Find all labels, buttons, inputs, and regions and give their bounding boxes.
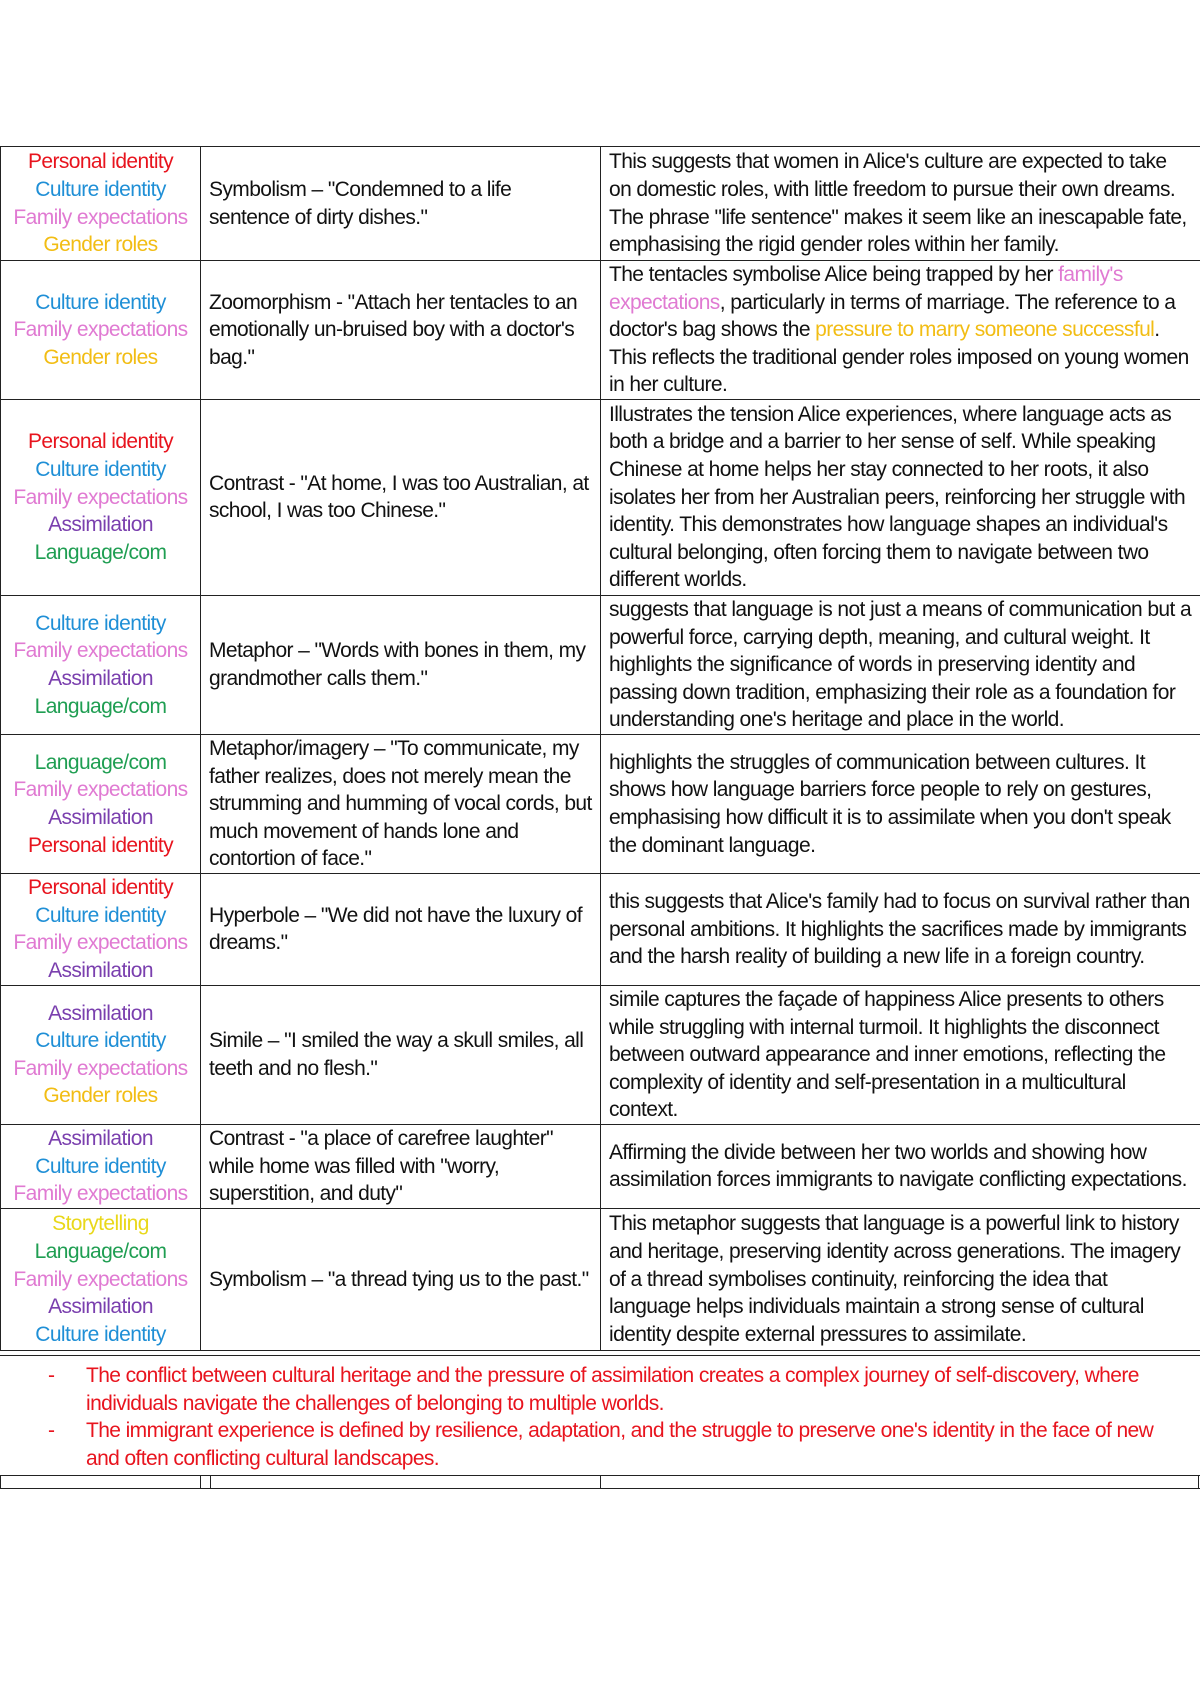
- technique-quote: Hyperbole – "We did not have the luxury of dreams.": [209, 903, 582, 955]
- table-row: [1, 1124, 1200, 1208]
- table-row: [1, 734, 1200, 873]
- tail-divider: [200, 1476, 201, 1488]
- table-row: [1, 985, 1200, 1124]
- analysis-cell: [601, 734, 1200, 873]
- theme-label: Language/com: [34, 540, 167, 564]
- technique-quote: Metaphor – "Words with bones in them, my grandmother calls them.": [209, 639, 586, 690]
- theme-label: Culture identity: [35, 1322, 166, 1346]
- theme-label: Culture identity: [35, 458, 166, 482]
- analysis-cell: [601, 399, 1200, 595]
- tail-divider: [0, 1476, 1, 1488]
- theme-label: Family expectations: [13, 318, 188, 342]
- themes-cell: [1, 873, 201, 985]
- theme-label: Personal identity: [27, 876, 174, 900]
- theme-label: Culture identity: [35, 177, 166, 201]
- summary-text: The immigrant experience is defined by resilience, adaptation, and the struggle to preserve one's identity in the face of new and often conflicting cultural landscapes.: [86, 1419, 1154, 1470]
- theme-label: Assimilation: [48, 666, 153, 690]
- analysis-text: This metaphor suggests that language is a powerful link to history and heritage, preserving identity across generations. The imagery of a thread symbolises continuity, reinforcing the idea that language helps individuals maintain a strong sense of cultural identity despite external pressures to assimilate.: [609, 1212, 1181, 1346]
- themes-cell: [1, 399, 201, 595]
- technique-quote-cell: [201, 261, 601, 400]
- theme-label: Assimilation: [48, 513, 153, 537]
- theme-label: Family expectations: [13, 1182, 188, 1206]
- theme-label: Assimilation: [48, 805, 153, 829]
- technique-quote-cell: [201, 734, 601, 873]
- analysis-cell: [601, 985, 1200, 1124]
- technique-quote: Contrast - "a place of carefree laughter" while home was filled with "worry, superstition, and duty": [209, 1126, 553, 1206]
- theme-label: Personal identity: [27, 430, 174, 454]
- theme-label: Personal identity: [27, 833, 174, 857]
- highlighted-phrase: family's expectations: [609, 263, 1123, 314]
- analysis-text: simile captures the façade of happiness Alice presents to others while struggling with internal turmoil. It highlights the disconnect between outward appearance and inner emotions, reflecting the complexity of identity and self-presentation in a multicultural context.: [609, 987, 1166, 1122]
- technique-quote-cell: [201, 147, 601, 261]
- theme-label: Culture identity: [35, 1029, 166, 1053]
- analysis-text: This suggests that women in Alice's culture are expected to take on domestic roles, with little freedom to pursue their own dreams. The phrase "life sentence" makes it seem like an inescapable fate, emphasising the rigid gender roles within her family.: [609, 150, 1187, 257]
- theme-label: Family expectations: [13, 1267, 188, 1291]
- theme-label: Assimilation: [48, 1126, 153, 1150]
- theme-label: Assimilation: [48, 959, 153, 982]
- theme-label: Gender roles: [43, 345, 158, 369]
- analysis-cell: [601, 147, 1200, 261]
- theme-label: Gender roles: [43, 1084, 158, 1108]
- theme-label: Culture identity: [35, 290, 166, 314]
- analysis-text: suggests that language is not just a means of communication but a powerful force, carrying depth, meaning, and cultural weight. It highlights the significance of words in preserving identity and passing down tradition, emphasizing their role as a foundation for understanding one's heritage and place in the world.: [609, 597, 1192, 732]
- dash-bullet: -: [48, 1364, 55, 1387]
- theme-label: Storytelling: [52, 1212, 149, 1236]
- analysis-text: . This reflects the traditional gender roles imposed on young women in her culture.: [609, 318, 1189, 397]
- theme-label: Family expectations: [13, 778, 188, 802]
- analysis-text: , particularly in terms of marriage. The reference to a doctor's bag shows the: [609, 290, 1176, 342]
- technique-quote-cell: [201, 1124, 601, 1208]
- technique-quote-cell: [201, 985, 601, 1124]
- theme-label: Family expectations: [13, 1056, 188, 1080]
- analysis-table: [0, 146, 1200, 1351]
- theme-label: Family expectations: [13, 931, 188, 955]
- summary-section: [0, 1350, 1200, 1476]
- themes-cell: [1, 147, 201, 261]
- technique-quote-cell: [201, 1208, 601, 1350]
- tail-divider: [600, 1476, 601, 1488]
- table-row: [1, 399, 1200, 595]
- theme-label: Assimilation: [48, 1295, 153, 1319]
- summary-list: [0, 1356, 1200, 1472]
- themes-cell: [1, 985, 201, 1124]
- analysis-text: this suggests that Alice's family had to focus on survival rather than personal ambitions. It highlights the sacrifices made by immigrants and the harsh reality of building a new life in a foreign country.: [609, 890, 1190, 969]
- themes-cell: [1, 1208, 201, 1350]
- tail-divider: [210, 1476, 211, 1488]
- themes-cell: [1, 1124, 201, 1208]
- theme-label: Family expectations: [13, 639, 188, 663]
- analysis-cell: [601, 1124, 1200, 1208]
- table-row: [1, 873, 1200, 985]
- technique-quote: Symbolism – "Condemned to a life sentence of dirty dishes.": [209, 177, 512, 229]
- highlighted-phrase: pressure to marry someone successful: [815, 318, 1155, 342]
- theme-label: Culture identity: [35, 1154, 166, 1178]
- summary-point: [44, 1417, 1160, 1472]
- table-body: [1, 147, 1200, 1351]
- theme-label: Gender roles: [43, 233, 158, 257]
- theme-label: Language/com: [34, 694, 167, 718]
- themes-cell: [1, 595, 201, 734]
- technique-quote: Contrast - "At home, I was too Australian, at school, I was too Chinese.": [209, 471, 589, 523]
- tail-divider: [1198, 1476, 1199, 1488]
- technique-quote: Simile – "I smiled the way a skull smiles, all teeth and no flesh.": [209, 1029, 584, 1080]
- summary-box: [0, 1355, 1200, 1475]
- theme-label: Assimilation: [48, 1001, 153, 1025]
- analysis-cell: [601, 873, 1200, 985]
- analysis-text: Affirming the divide between her two worlds and showing how assimilation forces immigrants to navigate conflicting expectations.: [609, 1140, 1187, 1192]
- table-row: [1, 147, 1200, 261]
- technique-quote-cell: [201, 399, 601, 595]
- theme-label: Family expectations: [13, 485, 188, 509]
- technique-quote: Symbolism – "a thread tying us to the past.": [209, 1267, 589, 1291]
- analysis-text: Illustrates the tension Alice experiences, where language acts as both a bridge and a barrier to her sense of self. While speaking Chinese at home helps her stay connected to her roots, it also isolates her from her Australian peers, reinforcing her struggle with identity. This demonstrates how language shapes an individual's cultural belonging, often forcing them to navigate between two different worlds.: [609, 402, 1186, 592]
- theme-label: Culture identity: [35, 611, 166, 635]
- theme-label: Language/com: [34, 1239, 167, 1263]
- table-row: [1, 261, 1200, 400]
- themes-cell: [1, 734, 201, 873]
- table-tail-row: [0, 1476, 1200, 1489]
- technique-quote-cell: [201, 873, 601, 985]
- analysis-text: highlights the struggles of communication between cultures. It shows how language barriers force people to rely on gestures, emphasising how difficult it is to assimilate when you don't speak the dominant language.: [609, 750, 1171, 857]
- dash-bullet: -: [48, 1419, 55, 1443]
- analysis-cell: [601, 261, 1200, 400]
- table-row: [1, 1208, 1200, 1350]
- technique-quote: Zoomorphism - "Attach her tentacles to an emotionally un-bruised boy with a doctor's bag.": [209, 290, 578, 369]
- analysis-cell: [601, 1208, 1200, 1350]
- summary-text: The conflict between cultural heritage and the pressure of assimilation creates a complex journey of self-discovery, where individuals navigate the challenges of belonging to multiple worlds.: [86, 1364, 1139, 1415]
- analysis-text: The tentacles symbolise Alice being trapped by her: [609, 263, 1059, 286]
- theme-label: Personal identity: [27, 150, 174, 174]
- table-row: [1, 595, 1200, 734]
- theme-label: Language/com: [34, 750, 167, 774]
- theme-label: Culture identity: [35, 903, 166, 927]
- technique-quote: Metaphor/imagery – "To communicate, my father realizes, does not merely mean the strumming and humming of vocal cords, but much movement of hands lone and contortion of face.": [209, 736, 592, 871]
- analysis-cell: [601, 595, 1200, 734]
- theme-label: Family expectations: [13, 205, 188, 229]
- technique-quote-cell: [201, 595, 601, 734]
- themes-cell: [1, 261, 201, 400]
- summary-point: [44, 1362, 1160, 1417]
